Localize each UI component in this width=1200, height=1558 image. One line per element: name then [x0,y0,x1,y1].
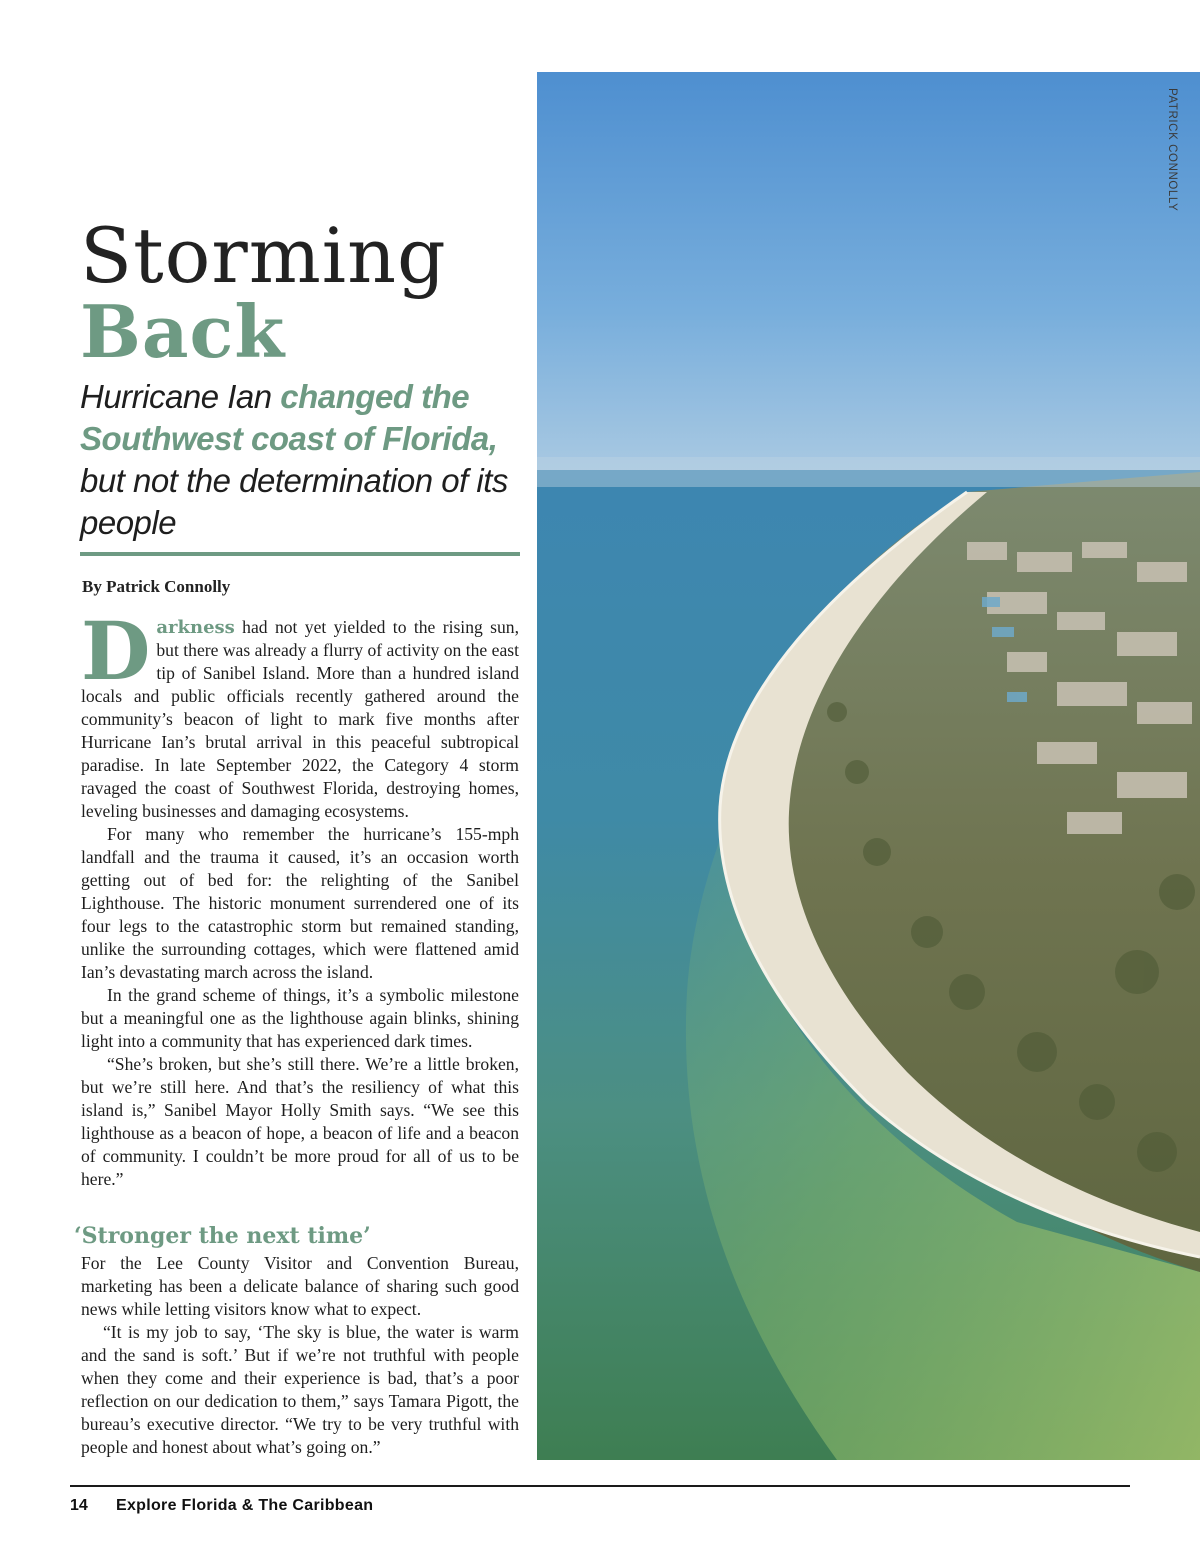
body-paragraph-2: For many who remember the hurricane’s 155-mph landfall and the trauma it caused, it’s an occasion worth getting out of bed for: the relighting of the Sanibel Lighthouse. The historic monument surrendered one of its four legs to the catastrophic storm but remained standing, unlike the surrounding cottages, which were flattened amid Ian’s devastating march across the island. [81,824,519,982]
headline-line-2: Back [80,289,286,374]
photo-credit: PATRICK CONNOLLY [1166,88,1178,212]
section-subhead: ‘Stronger the next time’ [74,1223,371,1249]
drop-cap: D [81,604,151,698]
footer-divider [70,1485,1130,1487]
headline-line-1: Storming [80,211,447,300]
body-paragraph-5: For the Lee County Visitor and Convention Bureau, marketing has been a delicate balance of sharing such good news while letting visitors know what to expect. [81,1253,519,1319]
article-body [81,604,519,1191]
paragraph-text: had not yet yielded to the rising sun, but there was already a flurry of activity on the east tip of Sanibel Island. More than a hundred island locals and public officials recently gathered around the community’s beacon of light to mark five months after Hurricane Ian’s brutal arrival in this peaceful subtropical paradise. In late September 2022, the Category 4 storm ravaged the coast of Southwest Florida, destroying homes, leveling businesses and damaging ecosystems. [81,617,519,821]
lead-in: arkness [156,617,235,638]
magazine-name: Explore Florida & The Caribbean [116,1497,374,1514]
deck-highlight: changed the Southwest coast of Florida, [80,378,498,457]
article-body-2 [81,1252,519,1459]
byline: By Patrick Connolly [82,577,231,596]
deck-part-3: but not the determination of its people [80,462,508,541]
deck-divider [80,552,520,556]
body-paragraph-6: “It is my job to say, ‘The sky is blue, the water is warm and the sand is soft.’ But if we’re not truthful with people when they come and their experience is bad, that’s a poor reflection on our dedication to them,” says Tamara Pigott, the bureau’s executive director. “We try to be very truthful with people and honest about what’s going on.” [81,1322,519,1457]
body-paragraph-3: In the grand scheme of things, it’s a symbolic milestone but a meaningful one as the lighthouse again blinks, shining light into a community that has experienced dark times. [81,985,519,1051]
deck [80,376,520,544]
deck-part-1: Hurricane Ian [80,378,281,415]
page-number: 14 [70,1497,88,1514]
body-paragraph-1 [81,604,519,823]
body-paragraph-4: “She’s broken, but she’s still there. We’re a little broken, but we’re still here. And that’s the resiliency of what this island is,” Sanibel Mayor Holly Smith says. “We see this lighthouse as a beacon of hope, a beacon of life and a beacon of community. I couldn’t be more proud for all of us to be here.” [81,1054,519,1189]
aerial-coastline-photo [537,72,1200,1460]
